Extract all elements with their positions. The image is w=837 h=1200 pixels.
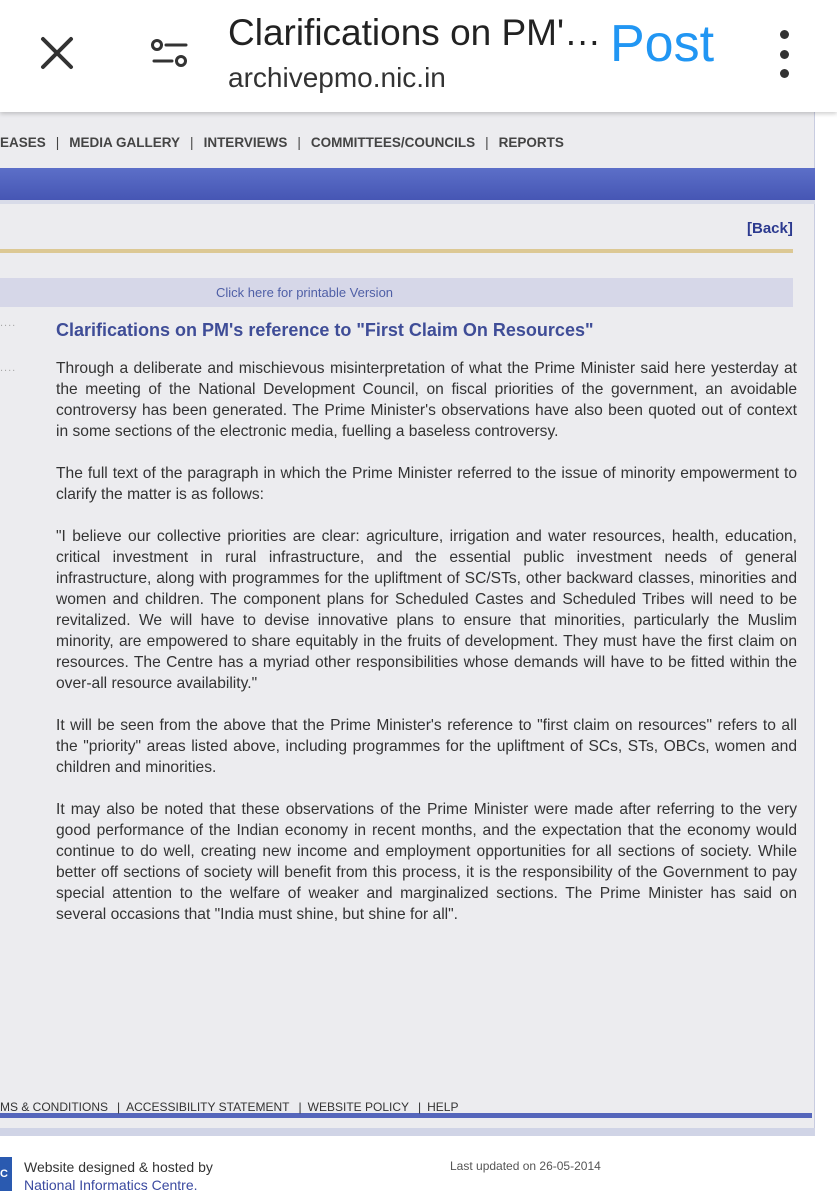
footer-link-website-policy[interactable]: WEBSITE POLICY xyxy=(307,1100,409,1114)
nav-link-committees[interactable]: COMMITTEES/COUNCILS xyxy=(310,134,476,150)
article-paragraph: "I believe our collective priorities are clear: agriculture, irrigation and water resources, health, education, critical investment in rural infrastructure, and the essential public investment needs of general infrastructure, along with programmes for the upliftment of SC/STs, other backward classes, minorities and women and children. The component plans for Scheduled Castes and Scheduled Tribes will need to be revitalized. We will have to devise innovative plans to ensure that minorities, particularly the Muslim minority, are empowered to share equitably in the fruits of development. They must have the first claim on resources. The Centre has a myriad other responsibilities whose demands will have to be fitted within the over-all resource availability." xyxy=(56,528,797,692)
nav-separator: | xyxy=(55,134,60,150)
printable-version-link[interactable]: Click here for printable Version xyxy=(216,285,394,300)
article-paragraph: It will be seen from the above that the Prime Minister's reference to "first claim on resources" refers to all the "priority" areas listed above, including programmes for the upliftment of SCs, STs, OBCs, women and children and minorities. xyxy=(56,717,797,776)
nav-separator: | xyxy=(485,134,489,150)
article-title: Clarifications on PM's reference to "First Claim On Resources" xyxy=(56,320,594,340)
printable-bar xyxy=(0,278,793,307)
side-dots: .... xyxy=(0,317,17,329)
footer-link-terms[interactable]: MS & CONDITIONS xyxy=(0,1100,109,1114)
back-link[interactable]: [Back] xyxy=(747,220,793,237)
header-band xyxy=(0,168,815,200)
article-paragraph: Through a deliberate and mischievous misinterpretation of what the Prime Minister said here yesterday at the meeting of the National Development Council, on fiscal priorities of the government, an avoidable controversy has been generated. The Prime Minister's observations have also been quoted out of context in some sections of the electronic media, fuelling a baseless controversy. xyxy=(56,360,797,440)
close-button[interactable] xyxy=(30,26,84,80)
post-button[interactable]: Post xyxy=(610,15,715,73)
footer-shadow xyxy=(0,1128,815,1136)
kebab-dot xyxy=(780,69,789,78)
last-updated-text: Last updated on 26-05-2014 xyxy=(450,1159,601,1173)
web-page xyxy=(0,112,837,1200)
nav-link-releases[interactable]: EASES xyxy=(0,134,46,150)
tune-button[interactable] xyxy=(140,26,200,80)
close-icon xyxy=(39,35,75,71)
article-body xyxy=(56,358,797,946)
footer-separator: | xyxy=(117,1100,121,1114)
top-navigation xyxy=(0,132,564,152)
footer-link-help[interactable]: HELP xyxy=(427,1100,459,1114)
more-vert-icon[interactable] xyxy=(770,30,798,78)
browser-page-title: Clarifications on PM'… xyxy=(228,12,602,53)
nav-separator: | xyxy=(297,134,301,150)
article-paragraph: It may also be noted that these observations of the Prime Minister were made after referring to the very good performance of the Indian economy in recent months, and the expectation that the economy would continue to do well, creating new income and employment opportunities for all sections of society. While better off sections of society will benefit from this process, it is the responsibility of the Government to pay special attention to the welfare of weaker and marginalized sections. The Prime Minister has said on several occasions that "India must shine, but shine for all". xyxy=(56,801,797,923)
nav-separator: | xyxy=(190,134,194,150)
tune-icon xyxy=(150,38,190,68)
divider-rule xyxy=(0,249,793,253)
footer-links xyxy=(0,1100,458,1114)
footer-separator: | xyxy=(418,1100,422,1114)
nav-link-interviews[interactable]: INTERVIEWS xyxy=(203,134,288,150)
side-dots: .... xyxy=(0,362,17,374)
browser-url: archivepmo.nic.in xyxy=(228,62,446,93)
nic-link[interactable]: National Informatics Centre. xyxy=(24,1177,198,1193)
article-paragraph: The full text of the paragraph in which the Prime Minister referred to the issue of minority empowerment to clarify the matter is as follows: xyxy=(56,465,797,503)
footer-separator: | xyxy=(298,1100,302,1114)
nic-logo xyxy=(0,1157,12,1191)
kebab-dot xyxy=(780,30,789,39)
designed-by-text: Website designed & hosted by xyxy=(24,1159,213,1175)
footer-link-accessibility[interactable]: ACCESSIBILITY STATEMENT xyxy=(126,1100,290,1114)
kebab-dot xyxy=(780,50,789,59)
nav-link-media-gallery[interactable]: MEDIA GALLERY xyxy=(69,134,181,150)
nav-link-reports[interactable]: REPORTS xyxy=(498,134,564,150)
browser-top-bar xyxy=(0,0,837,112)
header-band-shadow xyxy=(0,200,815,204)
nic-logo-text: C xyxy=(0,1168,8,1180)
